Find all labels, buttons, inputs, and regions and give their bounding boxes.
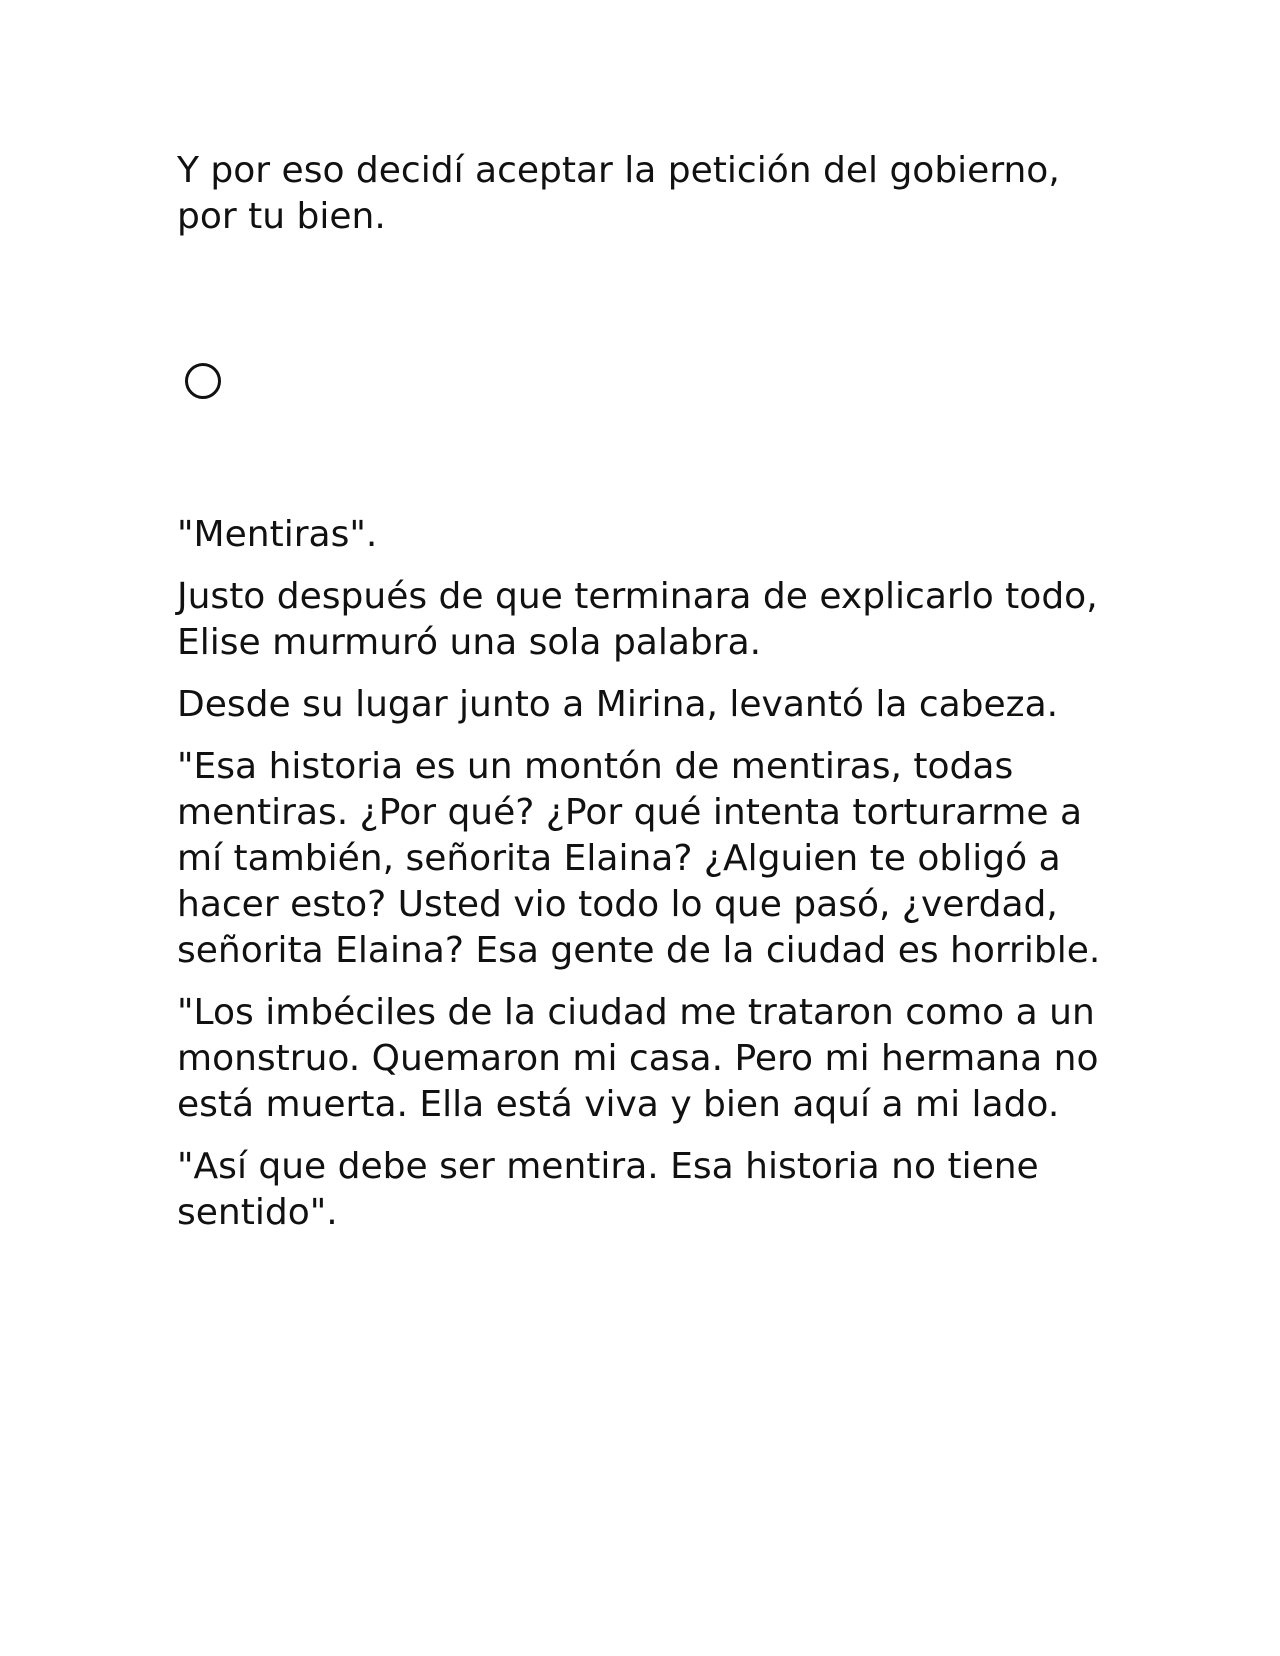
paragraph-mentiras: "Mentiras". (177, 514, 378, 555)
intro-paragraph: Y por eso decidí aceptar la petición del gobierno, por tu bien. (177, 150, 1060, 237)
paragraph-raised-head: Desde su lugar junto a Mirina, levantó la cabeza. (177, 684, 1059, 725)
circle-separator-icon (185, 363, 221, 399)
paragraph-elise-speech-2: "Los imbéciles de la ciudad me trataron como a un monstruo. Quemaron mi casa. Pero mi hermana no está muerta. Ella está viva y bien aquí a mi lado. (177, 992, 1099, 1125)
paragraph-elise-speech-1: "Esa historia es un montón de mentiras, todas mentiras. ¿Por qué? ¿Por qué intenta torturarme a mí también, señorita Elaina? ¿Alguien te obligó a hacer esto? Usted vio todo lo que pasó, ¿verdad, señorita Elaina? Esa gente de la ciudad es horrible. (177, 746, 1101, 971)
paragraph-elise-speech-3: "Así que debe ser mentira. Esa historia no tiene sentido". (177, 1146, 1039, 1233)
body-text (177, 512, 1117, 1252)
paragraph-elise-murmur: Justo después de que terminara de explicarlo todo, Elise murmuró una sola palabra. (177, 576, 1098, 663)
